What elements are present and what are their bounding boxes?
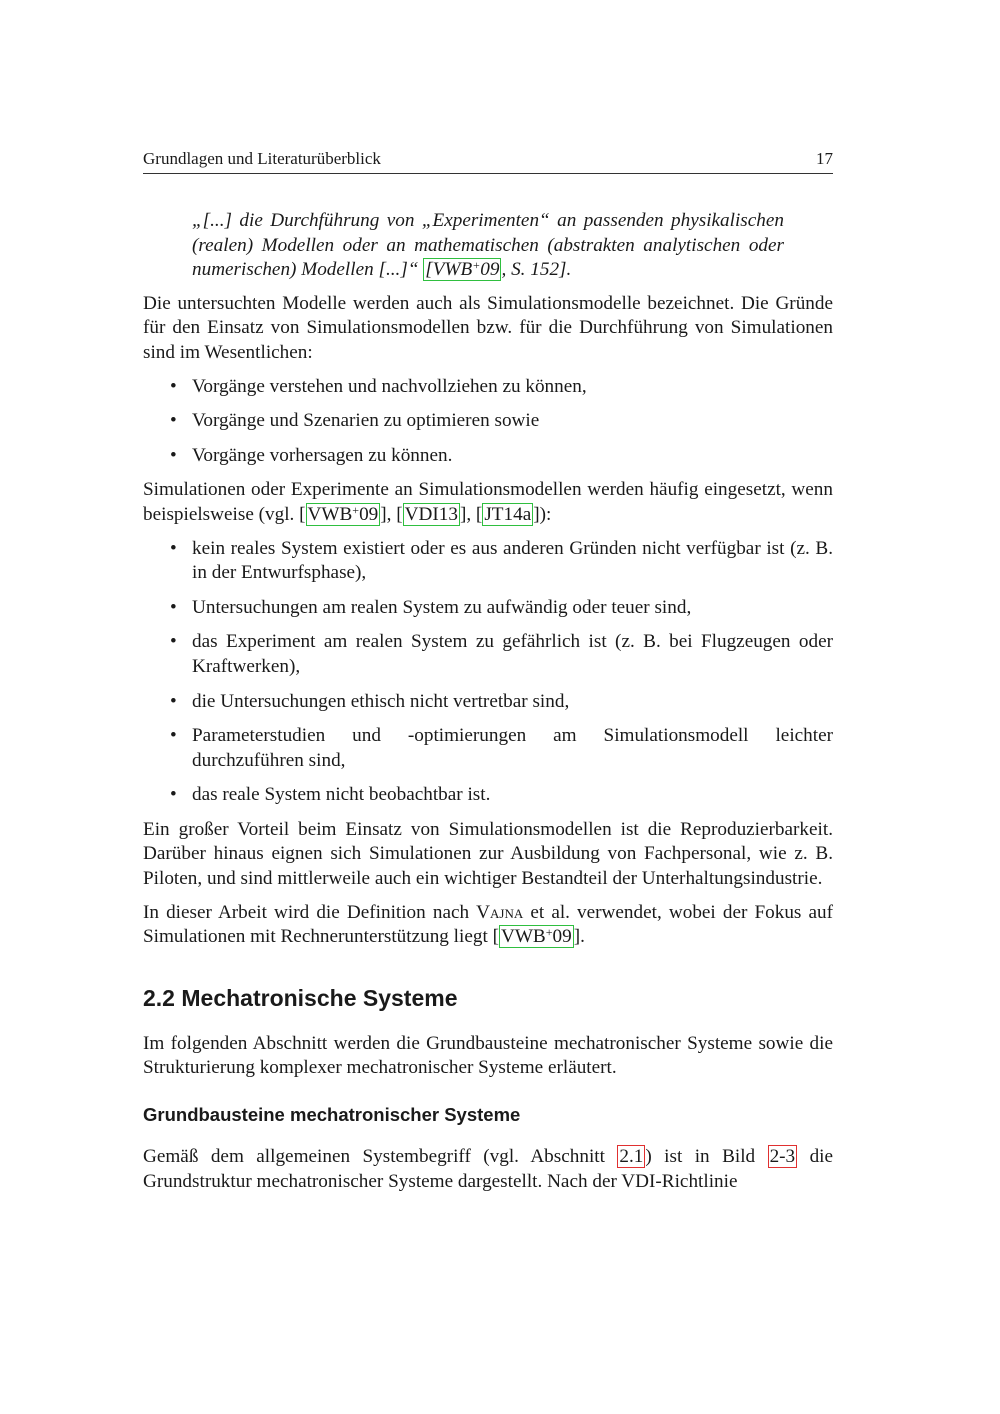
page bbox=[143, 0, 833, 1414]
paragraph-4-post: et al. verwendet, wobei der Fokus auf Simulationen mit Rechnerunterstützung liegt [ bbox=[143, 901, 833, 948]
reasons-list bbox=[143, 375, 833, 469]
chapter-title: Grundlagen und Literaturüberblick bbox=[143, 149, 381, 168]
paragraph-6-post: die Grundstruktur mechatronischer Systeme dargestellt. Nach der VDI-Richtlinie bbox=[143, 1146, 834, 1192]
paragraph-5: Im folgenden Abschnitt werden die Grundbausteine mechatronischer Systeme sowie die Strukturierung komplexer mechatronischer Systeme erläutert. bbox=[143, 1032, 833, 1079]
paragraph-4-pre: In dieser Arbeit wird die Definition nach bbox=[143, 901, 477, 923]
paragraph-3: Ein großer Vorteil beim Einsatz von Simulationsmodellen ist die Reproduzierbarkeit. Darüber hinaus eignen sich Simulationen zur Ausbildung von Fachpersonal, wie z. B. Piloten, und sind mittlerweile auch ein wichtiger Bestandteil der Unterhaltungsindustrie. bbox=[143, 818, 833, 890]
paragraph-2-end: ]): bbox=[533, 503, 552, 525]
paragraph-6 bbox=[143, 1145, 833, 1194]
page-number: 17 bbox=[816, 149, 833, 168]
list-item: • Vorgänge vorhersagen zu können. bbox=[143, 444, 833, 469]
paragraph-2-text: Simulationen oder Experimente an Simulationsmodellen werden häufig eingesetzt, wenn beispielsweise (vgl. bbox=[143, 479, 833, 525]
figure-ref-link[interactable]: 2-3 bbox=[769, 1146, 796, 1168]
section-ref-link[interactable]: 2.1 bbox=[619, 1146, 644, 1168]
citation-sup: + bbox=[472, 258, 481, 273]
list-item: • Vorgänge und Szenarien zu optimieren sowie bbox=[143, 409, 833, 434]
citation-year: 09 bbox=[552, 926, 572, 948]
citation-link[interactable]: VDI13 bbox=[404, 503, 458, 525]
citation-year: 09 bbox=[480, 259, 500, 281]
paragraph-4 bbox=[143, 901, 833, 950]
citation-link[interactable] bbox=[499, 925, 574, 948]
author-name: Vajna bbox=[476, 901, 524, 923]
block-quote bbox=[192, 209, 784, 283]
conditions-list bbox=[143, 537, 833, 808]
citation-link[interactable]: JT14a bbox=[484, 503, 532, 525]
citation-suffix: , S. 152]. bbox=[501, 259, 572, 281]
citation-key: VWB bbox=[307, 503, 353, 525]
subsection-heading: Grundbausteine mechatronischer Systeme bbox=[143, 1104, 521, 1126]
section-title: Mechatronische Systeme bbox=[181, 984, 458, 1011]
list-item: • Untersuchungen am realen System zu aufwändig oder teuer sind, bbox=[143, 596, 833, 621]
separator: ], [ bbox=[380, 503, 403, 525]
citation-year: 09 bbox=[359, 503, 379, 525]
section-heading bbox=[143, 984, 833, 1012]
citation-link[interactable] bbox=[423, 258, 501, 281]
list-item: • das reale System nicht beobachtbar ist. bbox=[143, 783, 833, 808]
body-text bbox=[143, 209, 833, 1203]
list-item: • Parameterstudien und -optimierungen am Simulationsmodell leichter durchzuführen sind, bbox=[143, 724, 833, 773]
paragraph-4-end: ]. bbox=[573, 926, 585, 948]
separator: ], [ bbox=[459, 503, 483, 525]
citation-key: [VWB bbox=[425, 259, 473, 281]
running-head bbox=[143, 148, 833, 174]
quote-text: „[...] die Durchführung von „Experimenten“ an passenden physikalischen (realen) Modellen oder an mathematischen (abstrakten analytischen oder numerischen) Modellen [...]“ bbox=[192, 210, 784, 281]
paragraph-2: Simulationen oder Experimente an Simulationsmodellen werden häufig eingesetzt, wenn beispielsweise (vgl. [ VWB+09 ], [ VDI13 ], [ JT14a ]): bbox=[143, 479, 833, 525]
paragraph-6-mid: ) ist in Bild bbox=[645, 1146, 768, 1168]
citation-sup: + bbox=[545, 925, 553, 940]
list-item: • die Untersuchungen ethisch nicht vertretbar sind, bbox=[143, 690, 833, 715]
section-number: 2.2 bbox=[143, 984, 175, 1011]
paragraph-1: Die untersuchten Modelle werden auch als Simulationsmodelle bezeichnet. Die Gründe für den Einsatz von Simulationsmodellen bzw. für die Durchführung von Simulationen sind im Wesentlichen: bbox=[143, 292, 833, 363]
paragraph-6-pre: Gemäß dem allgemeinen Systembegriff (vgl. Abschnitt bbox=[143, 1146, 618, 1168]
citation-key: VWB bbox=[500, 926, 546, 948]
citation-sup: + bbox=[352, 502, 360, 517]
citation-link[interactable] bbox=[306, 503, 381, 526]
list-item: • das Experiment am realen System zu gefährlich ist (z. B. bei Flugzeugen oder Kraftwerken), bbox=[143, 630, 833, 679]
list-item: • Vorgänge verstehen und nachvollziehen zu können, bbox=[143, 375, 833, 400]
list-item: • kein reales System existiert oder es aus anderen Gründen nicht verfügbar ist (z. B. in der Entwurfsphase), bbox=[143, 537, 833, 586]
